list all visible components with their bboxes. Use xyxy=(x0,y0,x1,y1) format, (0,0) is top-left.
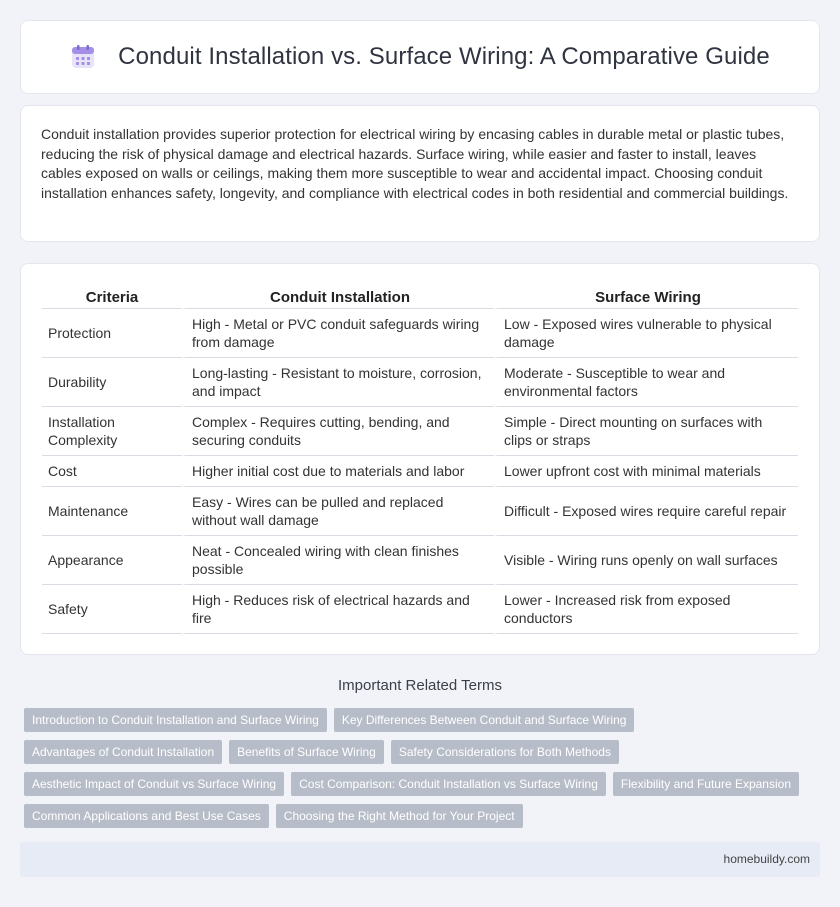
related-terms-list xyxy=(24,708,824,836)
related-term-tag[interactable]: Introduction to Conduit Installation and Surface Wiring xyxy=(24,708,327,732)
table-header-row xyxy=(42,285,798,309)
surface-cell: Visible - Wiring runs openly on wall surfaces xyxy=(494,536,798,585)
header-criteria: Criteria xyxy=(42,285,182,309)
related-term-tag[interactable]: Common Applications and Best Use Cases xyxy=(24,804,269,828)
related-term-tag[interactable]: Benefits of Surface Wiring xyxy=(229,740,384,764)
criteria-cell: Safety xyxy=(42,585,182,634)
footer xyxy=(20,842,820,877)
conduit-cell: High - Metal or PVC conduit safeguards wiring from damage xyxy=(182,309,494,358)
conduit-cell: Long-lasting - Resistant to moisture, corrosion, and impact xyxy=(182,358,494,407)
surface-cell: Lower - Increased risk from exposed conductors xyxy=(494,585,798,634)
related-term-tag[interactable]: Key Differences Between Conduit and Surface Wiring xyxy=(334,708,635,732)
surface-cell: Difficult - Exposed wires require careful repair xyxy=(494,487,798,536)
criteria-cell: Protection xyxy=(42,309,182,358)
related-term-tag[interactable]: Safety Considerations for Both Methods xyxy=(391,740,619,764)
related-term-tag[interactable]: Flexibility and Future Expansion xyxy=(613,772,799,796)
header-conduit: Conduit Installation xyxy=(182,285,494,309)
intro-text: Conduit installation provides superior protection for electrical wiring by encasing cables in durable metal or plastic tubes, reducing the risk of physical damage and electrical hazards. Surface wiring, while easier and faster to install, leaves cables exposed on walls or ceilings, making them more susceptible to wear and accidental impact. Choosing conduit installation enhances safety, longevity, and compliance with electrical codes in both residential and commercial buildings. xyxy=(41,126,789,201)
criteria-cell: Durability xyxy=(42,358,182,407)
related-term-tag[interactable]: Advantages of Conduit Installation xyxy=(24,740,222,764)
table-row xyxy=(42,407,798,456)
surface-cell: Simple - Direct mounting on surfaces with clips or straps xyxy=(494,407,798,456)
comparison-table xyxy=(42,285,798,634)
table-row xyxy=(42,536,798,585)
surface-cell: Low - Exposed wires vulnerable to physical damage xyxy=(494,309,798,358)
conduit-cell: High - Reduces risk of electrical hazards and fire xyxy=(182,585,494,634)
conduit-cell: Neat - Concealed wiring with clean finishes possible xyxy=(182,536,494,585)
conduit-cell: Complex - Requires cutting, bending, and securing conduits xyxy=(182,407,494,456)
table-row xyxy=(42,358,798,407)
conduit-cell: Higher initial cost due to materials and labor xyxy=(182,456,494,487)
conduit-cell: Easy - Wires can be pulled and replaced without wall damage xyxy=(182,487,494,536)
criteria-cell: Installation Complexity xyxy=(42,407,182,456)
comparison-card xyxy=(20,263,820,655)
criteria-cell: Cost xyxy=(42,456,182,487)
calendar-icon xyxy=(70,44,96,70)
header-surface: Surface Wiring xyxy=(494,285,798,309)
related-term-tag[interactable]: Choosing the Right Method for Your Project xyxy=(276,804,523,828)
table-row xyxy=(42,585,798,634)
related-term-tag[interactable]: Cost Comparison: Conduit Installation vs Surface Wiring xyxy=(291,772,606,796)
header-card xyxy=(20,20,820,94)
intro-card xyxy=(20,105,820,242)
criteria-cell: Maintenance xyxy=(42,487,182,536)
surface-cell: Lower upfront cost with minimal materials xyxy=(494,456,798,487)
footer-site-link[interactable]: homebuildy.com xyxy=(723,852,810,866)
page-title: Conduit Installation vs. Surface Wiring: A Comparative Guide xyxy=(118,43,770,70)
surface-cell: Moderate - Susceptible to wear and environmental factors xyxy=(494,358,798,407)
table-row xyxy=(42,456,798,487)
related-term-tag[interactable]: Aesthetic Impact of Conduit vs Surface Wiring xyxy=(24,772,284,796)
table-row xyxy=(42,309,798,358)
table-row xyxy=(42,487,798,536)
related-terms-title: Important Related Terms xyxy=(338,677,502,694)
criteria-cell: Appearance xyxy=(42,536,182,585)
